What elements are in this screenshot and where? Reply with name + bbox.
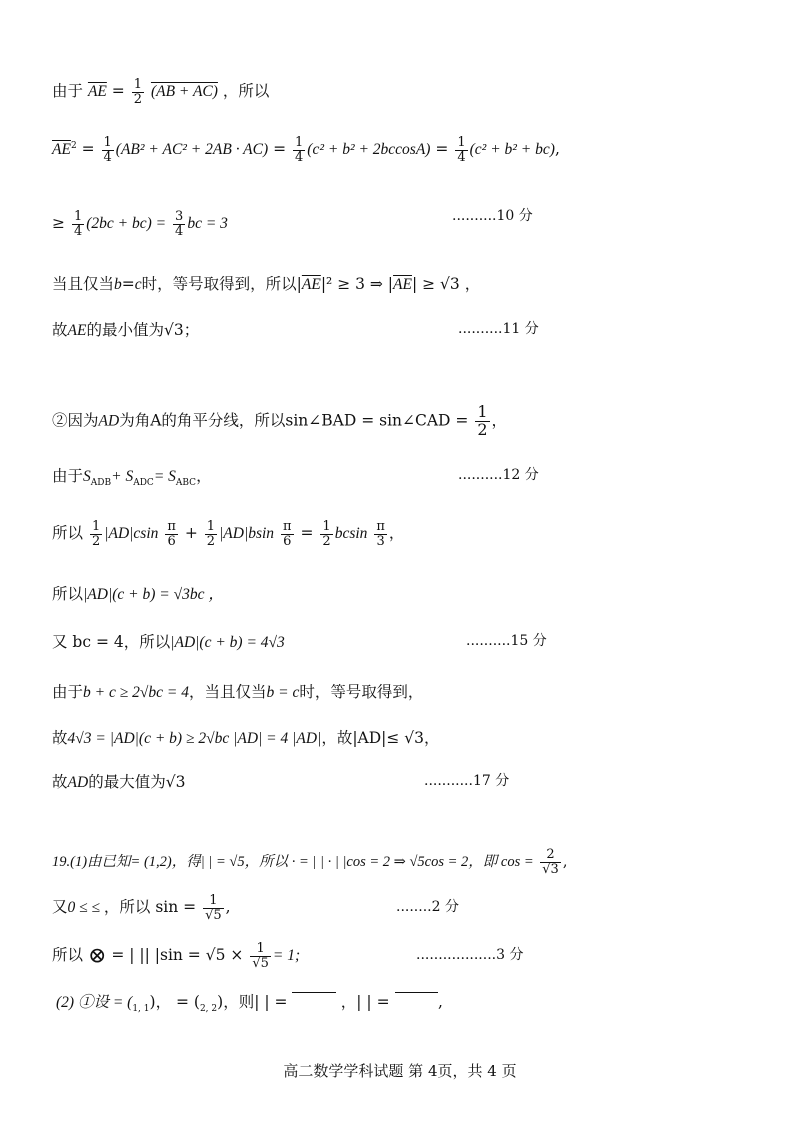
vector-ae: $\overline{AE}$: [393, 276, 412, 293]
text: = (1,2)，得| | = √5，所以 · = | | · | |cos = 2 ⇒ √5cos = 2，即 cos =: [130, 854, 534, 871]
score-2: ........2 分: [396, 899, 459, 915]
fraction-2-root3: [540, 848, 561, 876]
var: + S: [111, 468, 134, 485]
fraction-pi3: [374, 520, 387, 548]
fraction-three-quarter: [173, 210, 185, 238]
text: 为角A的角平分线，所以sin∠BAD = sin∠CAD =: [119, 411, 469, 430]
line-3: [52, 210, 228, 238]
text: 时，等号取得到，: [299, 683, 424, 701]
text: 当且仅当: [52, 275, 115, 293]
fraction-half: [475, 404, 489, 439]
var: S: [83, 468, 91, 485]
text: +: [184, 524, 198, 543]
line-1: 由于 $\overline{AE}$ = $\frac{1}{2}$ (AB + AC) ，所以: [52, 77, 270, 107]
page-footer: 高二数学学科试题 第 4页，共 4 页: [283, 1062, 517, 1080]
numerator: 1: [203, 894, 224, 909]
fraction-quarter: [293, 136, 305, 164]
term: (c² + b² + 2bccosA): [307, 141, 431, 159]
subscript: ADC: [133, 478, 154, 489]
subscript: ADB: [90, 478, 112, 489]
denominator: √3: [542, 861, 559, 877]
text: 0 ≤ ≤: [67, 899, 104, 917]
text: 时，等号取得到，所以|: [141, 275, 302, 293]
score-12: ..........12 分: [458, 467, 539, 483]
line-9: [52, 582, 224, 604]
fraction-1-root5: [250, 942, 271, 970]
text: ，故|AD|≤ √3，: [321, 729, 440, 747]
numerator: 1: [91, 519, 101, 534]
numerator: 1: [250, 942, 271, 957]
text: (2) ①设 = (: [56, 994, 133, 1011]
vector-ae: $\overline{AE}$: [87, 83, 107, 101]
var: AE: [67, 322, 87, 339]
line-12: [52, 726, 440, 748]
line-6: ②因为AD为角A的角平分线，所以sin∠BAD = sin∠CAD = $\frac{1}{2}$ ，: [52, 402, 508, 439]
numerator: π: [376, 519, 385, 534]
denominator: √5: [205, 907, 222, 923]
subscript: 2, 2: [199, 1004, 218, 1015]
text: =: [300, 524, 314, 543]
var: = S: [153, 468, 176, 485]
text: 由于: [52, 683, 84, 701]
text: 的最大值为√3: [88, 773, 186, 791]
term: (2bc + bc) =: [86, 215, 167, 233]
term: (c² + b² + bc): [469, 141, 555, 159]
denominator: 4: [457, 149, 466, 165]
radical: [292, 992, 335, 1011]
fraction-quarter: [72, 210, 84, 238]
otimes-symbol: ⊗: [87, 943, 107, 969]
radical: [395, 992, 438, 1011]
numerator: π: [167, 519, 176, 534]
denominator: 2: [91, 533, 101, 549]
fraction-pi6: [281, 520, 294, 548]
text: 故: [52, 773, 68, 791]
text: 所以: [52, 524, 84, 543]
term: bcsin: [334, 525, 368, 543]
fraction-half: [320, 520, 332, 548]
numerator: 1: [206, 519, 216, 534]
numerator: 1: [133, 77, 142, 92]
vector-sum: (AB + AC): [150, 83, 218, 101]
text: |² ≥ 3 ⇒ |: [320, 275, 394, 293]
text: 由于: [52, 467, 84, 485]
denominator: 6: [283, 533, 292, 549]
score-10: ..........10 分: [452, 208, 533, 224]
denominator: 4: [103, 149, 112, 165]
line-7: [52, 464, 212, 488]
text: )，则| | =: [217, 993, 288, 1011]
numerator: π: [283, 519, 292, 534]
score-3: ..................3 分: [416, 947, 524, 963]
fraction-half: [205, 520, 217, 548]
numerator: 3: [175, 209, 184, 224]
text: ≥: [52, 214, 65, 233]
vector-ae: $\overline{AE}$: [301, 276, 321, 293]
line-17: (2) ①设 = $(_{1, 1})$， = $(_{2, 2})$，则| | = ，| | = ,: [56, 993, 443, 1015]
fraction-half: [90, 520, 102, 548]
numerator: 1: [477, 402, 488, 421]
text: 又 bc = 4，所以: [52, 633, 171, 651]
numerator: 1: [322, 519, 331, 534]
term: (AB² + AC² + 2AB · AC): [115, 141, 269, 159]
fraction-1-root5: [203, 894, 224, 922]
text: = | || |sin = √5 ×: [111, 946, 244, 965]
text: = 1;: [272, 947, 301, 965]
text: 所以: [52, 946, 84, 965]
text: =: [273, 140, 287, 159]
var: AD: [67, 774, 89, 791]
line-8: 所以 $\frac{1}{2}$ |AD|csin $\frac{\pi}{6}$ + $\frac{1}{2}$ |AD|bsin $\frac{\pi}{6}$ = $\frac{1}{2}$ bcsin $\frac{\pi}{3}$ ，: [52, 519, 405, 549]
text: 所以: [52, 585, 84, 603]
text: | ≥ √3 ，: [411, 275, 481, 293]
denominator: 4: [73, 223, 83, 239]
denominator: 4: [295, 149, 304, 165]
denominator: 6: [167, 533, 176, 549]
line-4: [52, 272, 480, 294]
term: bc = 3: [187, 215, 228, 233]
term: |AD|(c + b) = √3bc ，: [83, 586, 224, 603]
numerator: 1: [295, 135, 304, 150]
text: ，| | =: [340, 993, 390, 1011]
denominator: 2: [133, 91, 142, 107]
text: 又: [52, 898, 68, 917]
term: |AD|csin: [104, 525, 159, 543]
score-17: ...........17 分: [424, 773, 510, 789]
line-14: 19.(1)由已知= (1,2)，得| | = √5，所以 · = | | · | |cos = 2 ⇒ √5cos = 2，即 cos = $\frac{2}{√3}$ ,: [52, 847, 568, 877]
denominator: 2: [206, 533, 216, 549]
text: ，所以 sin =: [103, 898, 197, 917]
text: 故: [52, 729, 68, 747]
text: ，所以: [222, 82, 270, 101]
line-16: [52, 942, 300, 970]
text: ②因为: [52, 411, 99, 430]
denominator: 2: [322, 533, 331, 549]
text: 由于: [52, 82, 88, 101]
line-15: 又0 ≤ ≤ ，所以 sin = $\frac{1}{√5}$ ,: [52, 893, 231, 923]
subscript: 1, 1: [132, 1004, 150, 1015]
var: c: [134, 276, 142, 293]
term: 4√3 = |AD|(c + b) ≥ 2√bc |AD| = 4 |AD|: [67, 730, 322, 747]
numerator: 1: [457, 135, 466, 150]
line-5: [52, 318, 199, 340]
text: =: [121, 275, 135, 293]
fraction-half: [132, 78, 144, 106]
numerator: 1: [73, 209, 83, 224]
numerator: 1: [103, 135, 112, 150]
text: =: [435, 140, 449, 159]
denominator: 3: [376, 533, 385, 549]
denominator: √5: [252, 955, 269, 971]
text: 的最小值为√3；: [86, 321, 200, 339]
fraction-quarter: [455, 136, 467, 164]
line-10: [52, 630, 285, 652]
line-2: $\overline{AE}^2$ = $\frac{1}{4}$ (AB² + AC² + 2AB · AC) = $\frac{1}{4}$ (c² + b² + 2bccosA) = $\frac{1}{4}$ (c² + b² + bc),: [52, 135, 560, 165]
text: ，: [196, 467, 212, 485]
line-11: [52, 680, 423, 702]
denominator: 2: [477, 419, 488, 439]
subscript: ABC: [175, 478, 197, 489]
score-11: ..........11 分: [458, 321, 539, 337]
term: b + c ≥ 2√bc = 4: [83, 684, 189, 701]
numerator: 2: [540, 848, 561, 863]
vector-ae-sq: $\overline{AE}$: [52, 141, 71, 159]
fraction-pi6: [165, 520, 178, 548]
score-15: ..........15 分: [466, 633, 547, 649]
text: ，当且仅当: [188, 683, 267, 701]
var: AD: [98, 412, 120, 430]
denominator: 4: [175, 223, 184, 239]
fraction-quarter: [102, 136, 114, 164]
term: |AD|(c + b) = 4√3: [170, 634, 285, 651]
term: |AD|bsin: [219, 525, 275, 543]
term: b = c: [266, 684, 300, 701]
line-13: [52, 770, 185, 792]
text: 19.(1)由已知: [52, 854, 131, 871]
text: )， = (: [149, 993, 200, 1011]
var: b: [114, 276, 122, 293]
text: 故: [52, 321, 68, 339]
